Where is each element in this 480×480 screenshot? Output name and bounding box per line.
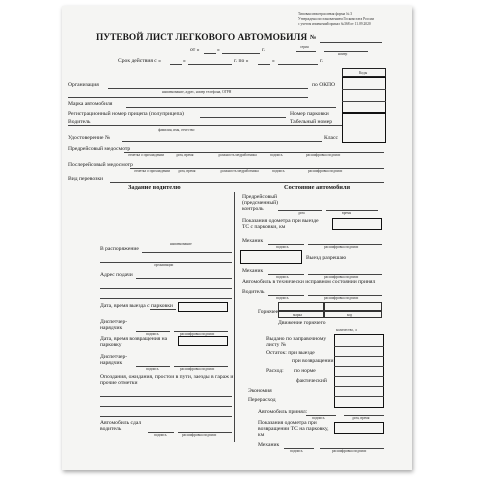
depart-time-box[interactable] (178, 302, 228, 312)
from-label: от « (190, 47, 200, 53)
car-accepted-label: Автомобиль принял: (258, 409, 308, 415)
driver-accepted-label: Водитель (242, 289, 265, 295)
consumption-label: Расход: (266, 368, 284, 374)
license-label: Удостоверение № (68, 135, 111, 141)
class-label: Класс (324, 135, 338, 141)
dispatcher2-label: Диспетчер-нарядчик (100, 354, 128, 366)
tab-number-label: Табельный номер (290, 119, 333, 125)
trailer-label: Регистрационный номер прицепа (полуприцепа) (68, 111, 184, 117)
pretrip-med-label: Предрейсовый медосмотр (68, 146, 131, 152)
odometer-return-box[interactable] (334, 422, 384, 434)
driver-label: Водитель (68, 119, 91, 125)
remaining-label: Остаток: при выезде (266, 350, 315, 356)
actual-label: фактический (296, 378, 327, 384)
car-brand-label: Марка автомобиля (68, 101, 113, 107)
norm-label: по норме (294, 368, 316, 374)
number-label: № (310, 34, 317, 41)
form-note-3: с учетом изменений приказ №368 от 11.09.2020 (298, 22, 371, 26)
state-heading: Состояние автомобиля (284, 184, 351, 191)
car-handed-label: Автомобиль сдал водитель (100, 420, 142, 432)
return-time-box[interactable] (178, 336, 228, 346)
economy-label: Экономия (248, 388, 272, 394)
dispatcher1-label: Диспетчер-нарядчик (100, 319, 128, 331)
transport-kind-label: Вид перевозки (68, 176, 104, 182)
form-note-2: Утверждена постановлением Госкомстата России (298, 17, 374, 21)
odometer-out-box[interactable] (332, 218, 382, 230)
codes-header: Коды (342, 68, 386, 77)
fuel-move-label: Движение горючего (278, 320, 326, 326)
mechanic-allowed-label: Механик (242, 268, 264, 274)
pretrip-control-label: Предрейсовый (предсменный) контроль (242, 194, 279, 212)
form-title: ПУТЕВОЙ ЛИСТ ЛЕГКОВОГО АВТОМОБИЛЯ (96, 33, 308, 43)
number-line (320, 42, 382, 43)
validity-label: Срок действия с « (118, 58, 161, 64)
posttrip-med-label: Послерейсовый медосмотр (68, 162, 133, 168)
column-divider (234, 192, 235, 442)
odometer-return-label: Показания одометра при возвращении ТС на парковку, км (258, 420, 329, 438)
allowed-label: Выезд разрешаю (306, 255, 347, 261)
disposal-label: В распоряжение (100, 246, 139, 252)
overuse-label: Перерасход (248, 397, 276, 403)
codes-box[interactable] (342, 77, 386, 113)
waybill-sheet: Типовая межотраслевая форма № 3 Утверждена постановлением Госкомстата России с учетом изменений приказ №368 от 11.09.2020 ПУТЕВОЙ ЛИСТ ЛЕГКОВОГО АВТОМОБИЛЯ № от « » г. серия номер Срок действия с « » г. по « » г. Коды Организация наименование, адрес, номер телефона, ОГРН по ОКПО Марка автомобиля Регистрационный номер прицепа (полуприцепа) Номер парковки Водитель Табельный номер фамилия, имя, отчество Удостоверение № Класс Предрейсовый медосмотр отметка о прохождении дата, время должность медработника подпись расшифровка подписи Послерейсовый медосмотр отметка о прохождении дата, время должность медработника подпись расшифровка подписи Вид перевозки Задание водителю Состояние автомобиля В распоряжение наименование организации Адрес подачи Дата, время выезда с парковки Диспетчер-нарядчик подпись расшифровка подписи Дата, время возвращения на парковку Диспетчер-нарядчик подпись расшифровка подписи Опоздания, ожидания, простои в пути, заезды в гараж и прочие отметки Автомобиль сдал водитель подпись расшифровка подписи Предрейсовый (предсменный) контроль дата время Показания одометра при выезде ТС с парковки, км Механик подпись расшифровка подписи Выезд разрешаю Механик подпись расшифровка подписи Автомобиль в технически исправном состоянии принял Водитель подпись расшифровка подписи Горючее марка код Движение горючего количество, л Выдано по заправочному листу № Остаток: при выезде при возвращении Расход: по норме фактический Экономия Перерасход Автомобиль принял: подпись дата, время Показания одометра при возвращении ТС на парковку, км Механик подпись расшифровка подписи (62, 6, 412, 470)
parking-label: Номер парковки (290, 111, 329, 117)
codes-box-lower[interactable] (342, 113, 386, 143)
task-heading: Задание водителю (128, 184, 181, 191)
technically-ok-label: Автомобиль в технически исправном состоянии принял (242, 279, 376, 285)
okpo-label: по ОКПО (312, 82, 336, 88)
fuel-label: Горючее (258, 309, 279, 315)
fuel-code-cell[interactable] (324, 302, 382, 311)
depart-time-label: Дата, время выезда с парковки (100, 303, 173, 309)
mechanic-label: Механик (242, 238, 264, 244)
org-label: Организация (68, 82, 99, 88)
form-note-1: Типовая межотраслевая форма № 3 (298, 12, 353, 16)
odometer-out-label: Показания одометра при выезде ТС с парковки, км (242, 218, 319, 230)
return-time-label: Дата, время возвращения на парковку (100, 336, 168, 348)
fuel-brand-cell[interactable] (278, 302, 324, 311)
delays-label: Опоздания, ожидания, простои в пути, заезды в гараж и прочие отметки (100, 374, 234, 386)
issued-label: Выдано по заправочному листу № (266, 336, 327, 348)
at-return-label: при возвращении (292, 358, 334, 364)
mechanic2-label: Механик (258, 442, 280, 448)
stamp-box[interactable] (240, 250, 302, 264)
address-label: Адрес подачи (100, 272, 133, 278)
